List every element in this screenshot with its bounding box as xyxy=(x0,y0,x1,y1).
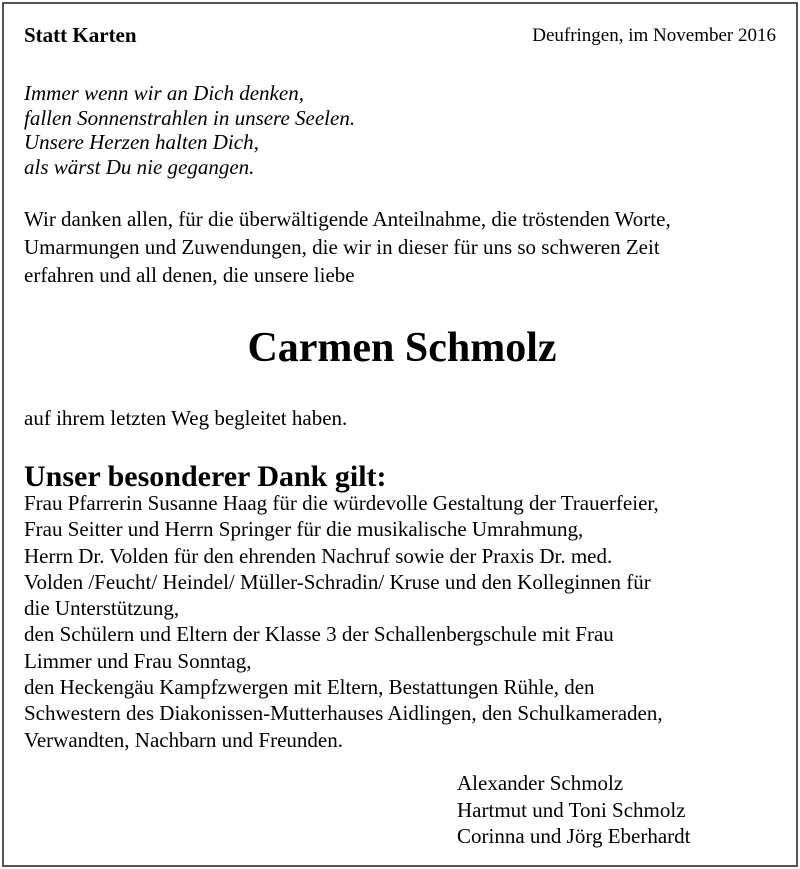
header-title: Statt Karten xyxy=(24,23,137,47)
poem xyxy=(24,81,355,179)
notice-border xyxy=(2,2,798,867)
poem-line: fallen Sonnenstrahlen in unsere Seelen. xyxy=(24,105,356,130)
intro-paragraph xyxy=(24,205,794,289)
header-place-date: Deufringen, im November 2016 xyxy=(532,25,776,46)
after-name-text: auf ihrem letzten Weg begleitet haben. xyxy=(24,406,348,430)
thanks-list xyxy=(24,490,799,753)
thanks-line: Verwandten, Nachbarn und Freunden. xyxy=(24,727,343,752)
thanks-line: Schwestern des Diakonissen-Mutterhauses Aidlingen, den Schulkameraden, xyxy=(24,701,663,726)
condolence-notice xyxy=(4,4,796,865)
thanks-line: Limmer und Frau Sonntag, xyxy=(24,648,252,673)
deceased-name: Carmen Schmolz xyxy=(247,325,557,371)
intro-line: Wir danken allen, für die überwältigende Anteilnahme, die tröstenden Worte, xyxy=(24,207,671,231)
intro-line: erfahren und all denen, die unsere liebe xyxy=(24,263,355,287)
thanks-line: Frau Seitter und Herrn Springer für die musikalische Umrahmung, xyxy=(24,517,584,542)
poem-line: Unsere Herzen halten Dich, xyxy=(24,130,259,154)
signature-line: Corinna und Jörg Eberhardt xyxy=(457,824,691,848)
poem-line: Immer wenn wir an Dich denken, xyxy=(24,81,304,105)
thanks-line: Herrn Dr. Volden für den ehrenden Nachruf sowie der Praxis Dr. med. xyxy=(24,543,613,568)
thanks-line: den Heckengäu Kampfzwergen mit Eltern, Bestattungen Rühle, den xyxy=(24,675,595,700)
signature-line: Hartmut und Toni Schmolz xyxy=(457,797,686,822)
thanks-line: Volden /Feucht/ Heindel/ Müller-Schradin/ Kruse und den Kolleginnen für xyxy=(24,569,651,594)
signature-line: Alexander Schmolz xyxy=(457,771,624,795)
thanks-line: den Schülern und Eltern der Klasse 3 der Schallenbergschule mit Frau xyxy=(24,622,614,647)
signatures xyxy=(457,770,690,850)
poem-line: als wärst Du nie gegangen. xyxy=(24,154,255,179)
thanks-line: Frau Pfarrerin Susanne Haag für die würdevolle Gestaltung der Trauerfeier, xyxy=(24,491,659,515)
thanks-heading: Unser besonderer Dank gilt: xyxy=(24,460,387,493)
thanks-line: die Unterstützung, xyxy=(24,596,180,621)
intro-line: Umarmungen und Zuwendungen, die wir in dieser für uns so schweren Zeit xyxy=(24,235,660,259)
